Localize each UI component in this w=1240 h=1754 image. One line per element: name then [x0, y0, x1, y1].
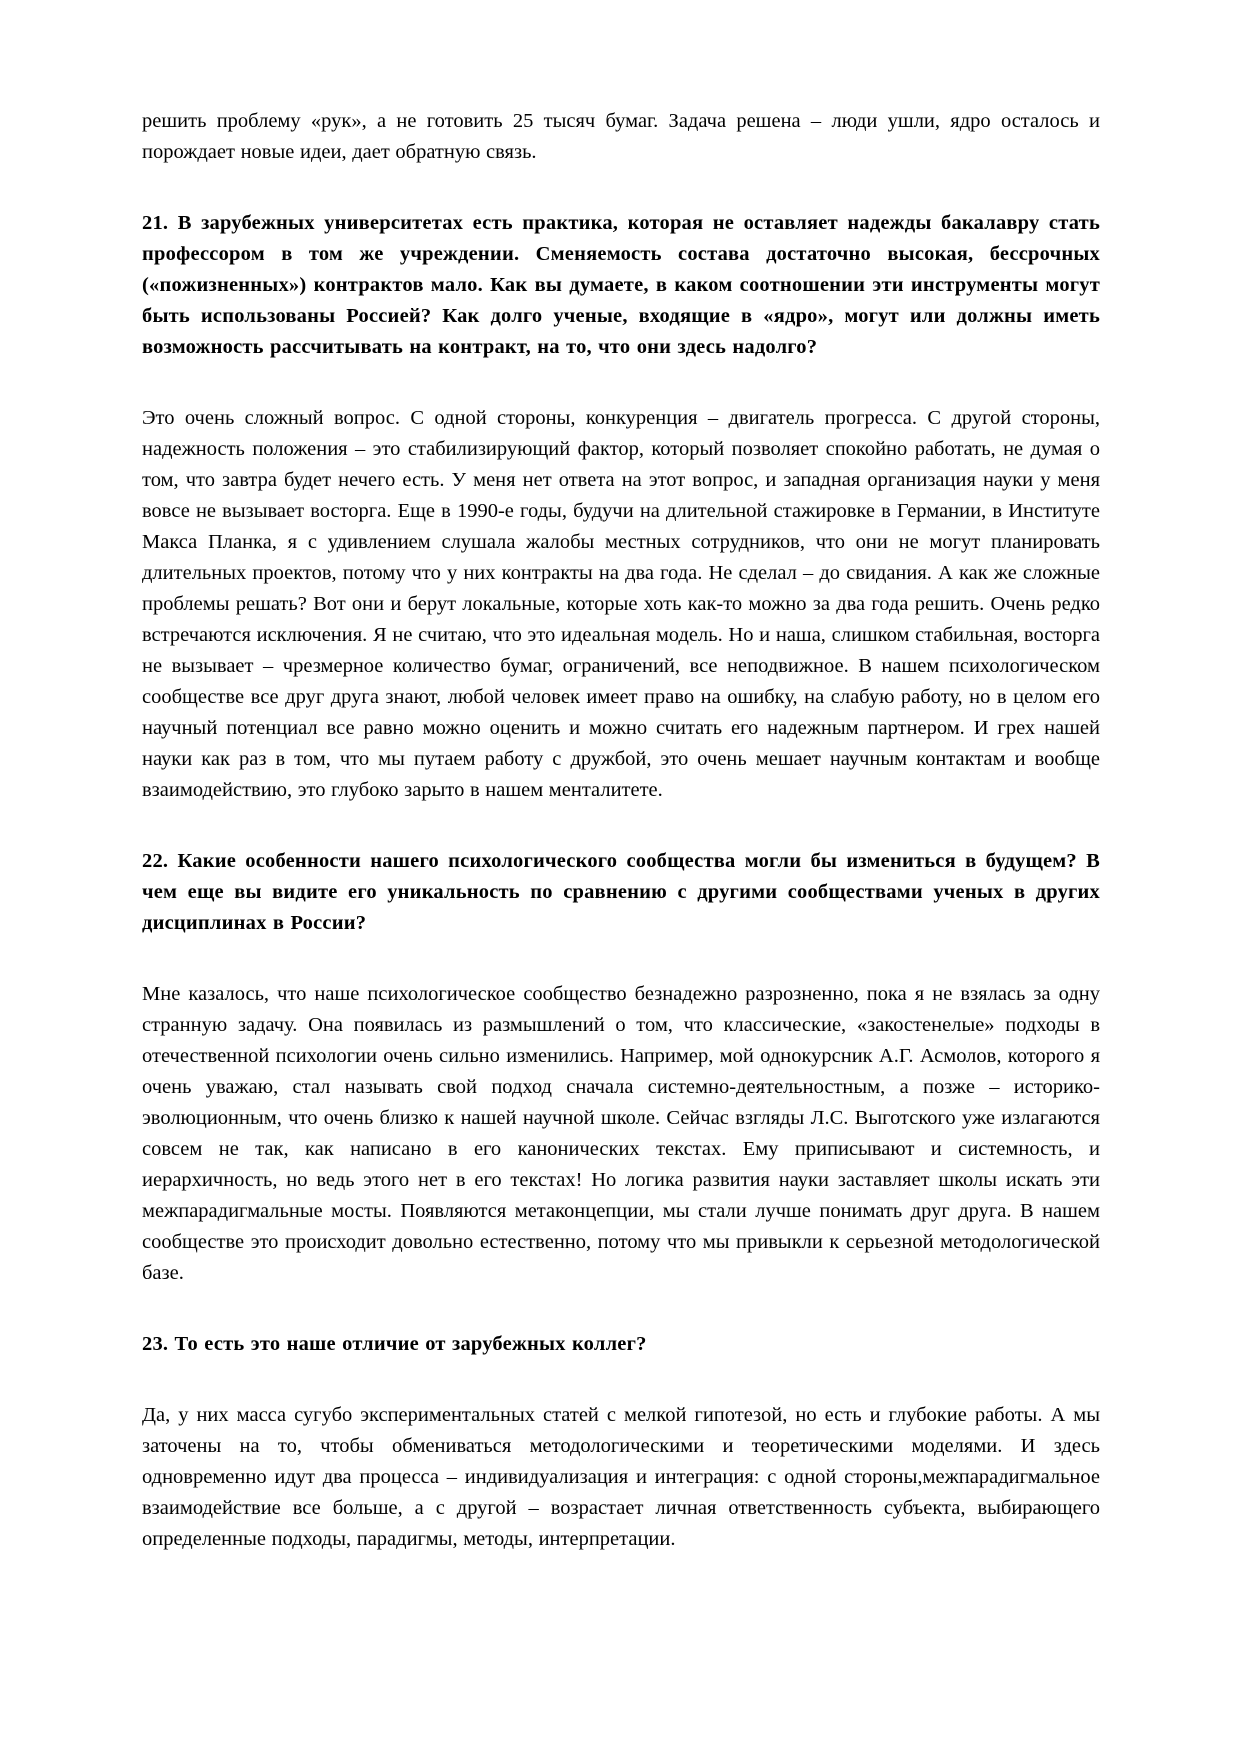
- question-21: 21. В зарубежных университетах есть практика, которая не оставляет надежды бакалавру стать профессором в том же учреждении. Сменяемость состава достаточно высокая, бессрочных («пожизненных») контрактов мало. Как вы думаете, в каком соотношении эти инструменты могут быть использованы Россией? Как долго ученые, входящие в «ядро», могут или должны иметь возможность рассчитывать на контракт, на то, что они здесь надолго?: [142, 212, 1100, 358]
- paragraph-answer-continuation: решить проблему «рук», а не готовить 25 тысяч бумаг. Задача решена – люди ушли, ядро осталось и порождает новые идеи, дает обратную связь.: [142, 110, 1100, 163]
- question-22: 22. Какие особенности нашего психологического сообщества могли бы измениться в будущем? В чем еще вы видите его уникальность по сравнению с другими сообществами ученых в других дисциплинах в России?: [142, 850, 1100, 934]
- answer-21: Это очень сложный вопрос. С одной стороны, конкуренция – двигатель прогресса. С другой стороны, надежность положения – это стабилизирующий фактор, который позволяет спокойно работать, не думая о том, что завтра будет нечего есть. У меня нет ответа на этот вопрос, и западная организация науки у меня вовсе не вызывает восторга. Еще в 1990-е годы, будучи на длительной стажировке в Германии, в Институте Макса Планка, я с удивлением слушала жалобы местных сотрудников, что они не могут планировать длительных проектов, потому что у них контракты на два года. Не сделал – до свидания. А как же сложные проблемы решать? Вот они и берут локальные, которые хоть как-то можно за два года решить. Очень редко встречаются исключения. Я не считаю, что это идеальная модель. Но и наша, слишком стабильная, восторга не вызывает – чрезмерное количество бумаг, ограничений, все неподвижное. В нашем психологическом сообществе все друг друга знают, любой человек имеет право на ошибку, на слабую работу, но в целом его научный потенциал все равно можно оценить и можно считать его надежным партнером. И грех нашей науки как раз в том, что мы путаем работу с дружбой, это очень мешает научным контактам и вообще взаимодействию, это глубоко зарыто в нашем менталитете.: [142, 407, 1100, 801]
- answer-22: Мне казалось, что наше психологическое сообщество безнадежно разрозненно, пока я не взялась за одну странную задачу. Она появилась из размышлений о том, что классические, «закостенелые» подходы в отечественной психологии очень сильно изменились. Например, мой однокурсник А.Г. Асмолов, которого я очень уважаю, стал называть свой подход сначала системно-деятельностным, а позже – историко-эволюционным, что очень близко к нашей научной школе. Сейчас взгляды Л.С. Выготского уже излагаются совсем не так, как написано в его канонических текстах. Ему приписывают и системность, и иерархичность, но ведь этого нет в его текстах! Но логика развития науки заставляет школы искать эти межпарадигмальные мосты. Появляются метаконцепции, мы стали лучше понимать друг друга. В нашем сообществе это происходит довольно естественно, потому что мы привыкли к серьезной методологической базе.: [142, 983, 1100, 1284]
- question-23: 23. То есть это наше отличие от зарубежных коллег?: [142, 1333, 647, 1355]
- answer-23: Да, у них масса сугубо экспериментальных статей с мелкой гипотезой, но есть и глубокие работы. А мы заточены на то, чтобы обмениваться методологическими и теоретическими моделями. И здесь одновременно идут два процесса – индивидуализация и интеграция: с одной стороны,межпарадигмальное взаимодействие все больше, а с другой – возрастает личная ответственность субъекта, выбирающего определенные подходы, парадигмы, методы, интерпретации.: [142, 1404, 1100, 1550]
